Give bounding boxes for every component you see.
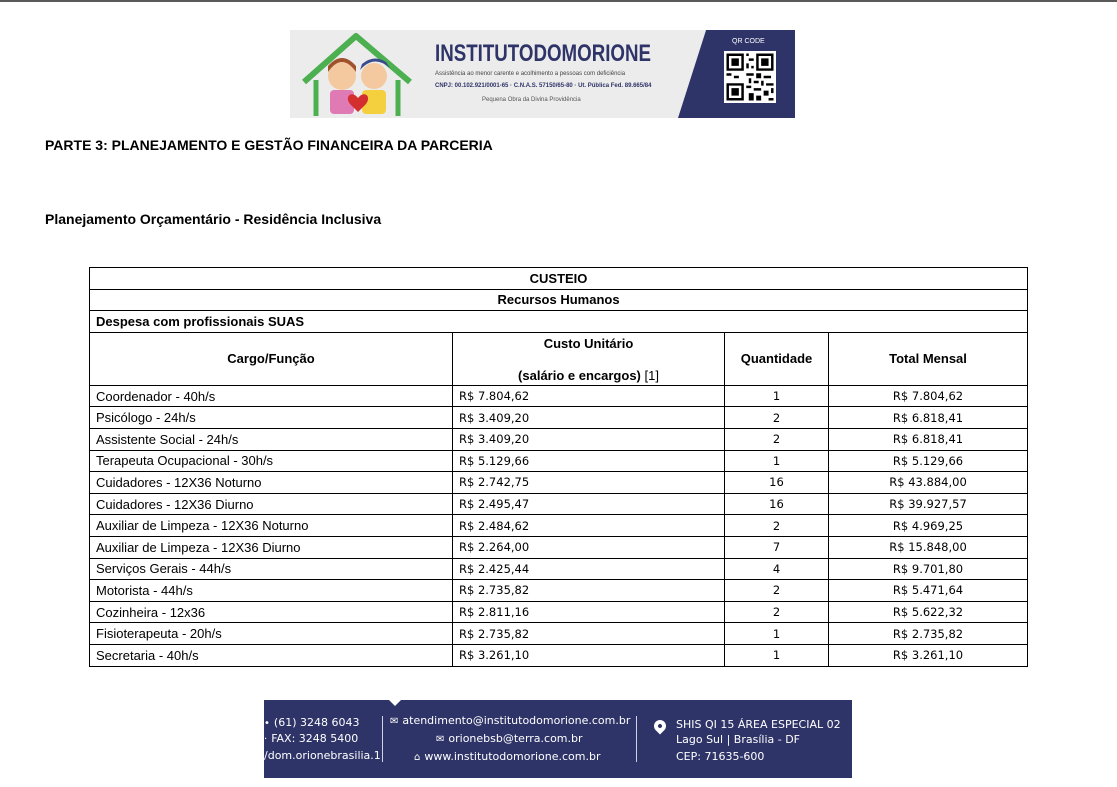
phone-number: (61) 3248 6043 <box>273 716 360 729</box>
table-row <box>90 644 1028 666</box>
envelope-icon: ✉ <box>436 734 445 745</box>
quantity-cell: 2 <box>725 428 829 450</box>
column-header-unit-cost <box>453 332 725 385</box>
role-cell: Serviços Gerais - 44h/s <box>90 558 453 580</box>
table-row <box>90 536 1028 558</box>
email-primary[interactable]: atendimento@institutodomorione.com.br <box>402 714 631 727</box>
quantity-cell: 7 <box>725 536 829 558</box>
total-cell: R$ 4.969,25 <box>829 515 1028 537</box>
email-primary-line <box>390 714 630 727</box>
total-cell: R$ 5.471,64 <box>829 580 1028 602</box>
institute-subtitle: Pequena Obra da Divina Providência <box>482 97 581 103</box>
table-row <box>90 601 1028 623</box>
table-header-row <box>90 332 1028 385</box>
role-cell: Terapeuta Ocupacional - 30h/s <box>90 450 453 472</box>
table-subtitle-row <box>90 289 1028 311</box>
unit-cost-cell: R$ 2.484,62 <box>453 515 725 537</box>
quantity-cell: 2 <box>725 407 829 429</box>
quantity-cell: 1 <box>725 385 829 407</box>
total-cell: R$ 5.129,66 <box>829 450 1028 472</box>
table-row <box>90 450 1028 472</box>
institute-registration: CNPJ: 00.102.921/0001-65 · C.N.A.S. 57150/65-80 · Ut. Pública Fed. 89.665/84 <box>435 83 652 89</box>
column-header-role: Cargo/Função <box>90 332 453 385</box>
unit-cost-cell: R$ 5.129,66 <box>453 450 725 472</box>
table-row <box>90 580 1028 602</box>
quantity-cell: 1 <box>725 623 829 645</box>
institute-logo-icon <box>298 32 418 116</box>
quantity-cell: 2 <box>725 515 829 537</box>
total-cell: R$ 6.818,41 <box>829 428 1028 450</box>
unit-cost-cell: R$ 3.261,10 <box>453 644 725 666</box>
phone-icon: • <box>264 718 270 729</box>
contact-footer <box>264 700 852 778</box>
website-link[interactable]: www.institutodomorione.com.br <box>424 750 601 763</box>
table-row <box>90 558 1028 580</box>
table-group-row <box>90 311 1028 333</box>
phone-line <box>264 716 359 729</box>
quantity-cell: 16 <box>725 472 829 494</box>
table-group-label: Despesa com profissionais SUAS <box>90 311 1028 333</box>
unit-cost-footnote-ref[interactable]: [1] <box>640 367 659 383</box>
total-cell: R$ 7.804,62 <box>829 385 1028 407</box>
table-row <box>90 385 1028 407</box>
website-line <box>414 750 601 763</box>
role-cell: Cuidadores - 12X36 Diurno <box>90 493 453 515</box>
column-header-total: Total Mensal <box>829 332 1028 385</box>
unit-cost-cell: R$ 2.735,82 <box>453 580 725 602</box>
address-line3: CEP: 71635-600 <box>676 750 765 763</box>
unit-cost-cell: R$ 2.425,44 <box>453 558 725 580</box>
role-cell: Auxiliar de Limpeza - 12X36 Noturno <box>90 515 453 537</box>
unit-cost-cell: R$ 3.409,20 <box>453 407 725 429</box>
role-cell: Coordenador - 40h/s <box>90 385 453 407</box>
institute-name: INSTITUTODOMORIONE <box>435 40 651 67</box>
fax-line <box>264 732 358 745</box>
role-cell: Psicólogo - 24h/s <box>90 407 453 429</box>
quantity-cell: 1 <box>725 644 829 666</box>
total-cell: R$ 43.884,00 <box>829 472 1028 494</box>
header-banner <box>290 30 795 118</box>
table-title-row <box>90 268 1028 290</box>
qr-label: QR CODE <box>732 38 765 45</box>
table-row <box>90 472 1028 494</box>
total-cell: R$ 5.622,32 <box>829 601 1028 623</box>
table-subtitle: Recursos Humanos <box>90 289 1028 311</box>
unit-cost-cell: R$ 2.742,75 <box>453 472 725 494</box>
total-cell: R$ 15.848,00 <box>829 536 1028 558</box>
quantity-cell: 1 <box>725 450 829 472</box>
role-cell: Cozinheira - 12x36 <box>90 601 453 623</box>
role-cell: Assistente Social - 24h/s <box>90 428 453 450</box>
quantity-cell: 2 <box>725 601 829 623</box>
quantity-cell: 2 <box>725 580 829 602</box>
unit-cost-cell: R$ 2.264,00 <box>453 536 725 558</box>
role-cell: Fisioterapeuta - 20h/s <box>90 623 453 645</box>
table-row <box>90 515 1028 537</box>
footer-notch <box>388 700 402 706</box>
unit-cost-cell: R$ 2.811,16 <box>453 601 725 623</box>
table-title: CUSTEIO <box>90 268 1028 290</box>
part-title: PARTE 3: PLANEJAMENTO E GESTÃO FINANCEIRA DA PARCERIA <box>45 137 493 153</box>
table-row <box>90 428 1028 450</box>
address-line1: SHIS QI 15 ÁREA ESPECIAL 02 <box>676 718 841 731</box>
unit-cost-cell: R$ 2.495,47 <box>453 493 725 515</box>
total-cell: R$ 9.701,80 <box>829 558 1028 580</box>
role-cell: Cuidadores - 12X36 Noturno <box>90 472 453 494</box>
envelope-icon: ✉ <box>390 716 399 727</box>
fax-icon: · <box>264 734 268 745</box>
total-cell: R$ 2.735,82 <box>829 623 1028 645</box>
role-cell: Auxiliar de Limpeza - 12X36 Diurno <box>90 536 453 558</box>
total-cell: R$ 6.818,41 <box>829 407 1028 429</box>
quantity-cell: 4 <box>725 558 829 580</box>
location-pin-icon <box>652 718 669 735</box>
total-cell: R$ 3.261,10 <box>829 644 1028 666</box>
footer-divider <box>636 716 637 762</box>
qr-code-icon <box>724 51 776 103</box>
unit-cost-header-line2 <box>453 368 724 383</box>
unit-cost-cell: R$ 2.735,82 <box>453 623 725 645</box>
unit-cost-cell: R$ 7.804,62 <box>453 385 725 407</box>
social-link[interactable]: /dom.orionebrasilia.1 <box>264 749 381 762</box>
table-row <box>90 623 1028 645</box>
role-cell: Secretaria - 40h/s <box>90 644 453 666</box>
footer-divider <box>382 716 383 762</box>
section-title: Planejamento Orçamentário - Residência Inclusiva <box>45 211 382 227</box>
quantity-cell: 16 <box>725 493 829 515</box>
column-header-quantity: Quantidade <box>725 332 829 385</box>
fax-number: FAX: 3248 5400 <box>271 732 359 745</box>
unit-cost-cell: R$ 3.409,20 <box>453 428 725 450</box>
page-top-rule <box>0 0 1117 2</box>
total-cell: R$ 39.927,57 <box>829 493 1028 515</box>
table-row <box>90 407 1028 429</box>
institute-tagline: Assistência ao menor carente e acolhimento a pessoas com deficiência <box>435 71 626 77</box>
email-secondary-line <box>436 732 583 745</box>
unit-cost-header-line1: Custo Unitário <box>543 335 634 351</box>
role-cell: Motorista - 44h/s <box>90 580 453 602</box>
address-line2: Lago Sul | Brasília - DF <box>676 733 800 746</box>
email-secondary[interactable]: orionebsb@terra.com.br <box>448 732 583 745</box>
table-row <box>90 493 1028 515</box>
budget-table <box>89 267 1028 667</box>
home-icon: ⌂ <box>414 752 421 763</box>
unit-cost-header-note: (salário e encargos) <box>518 367 641 383</box>
